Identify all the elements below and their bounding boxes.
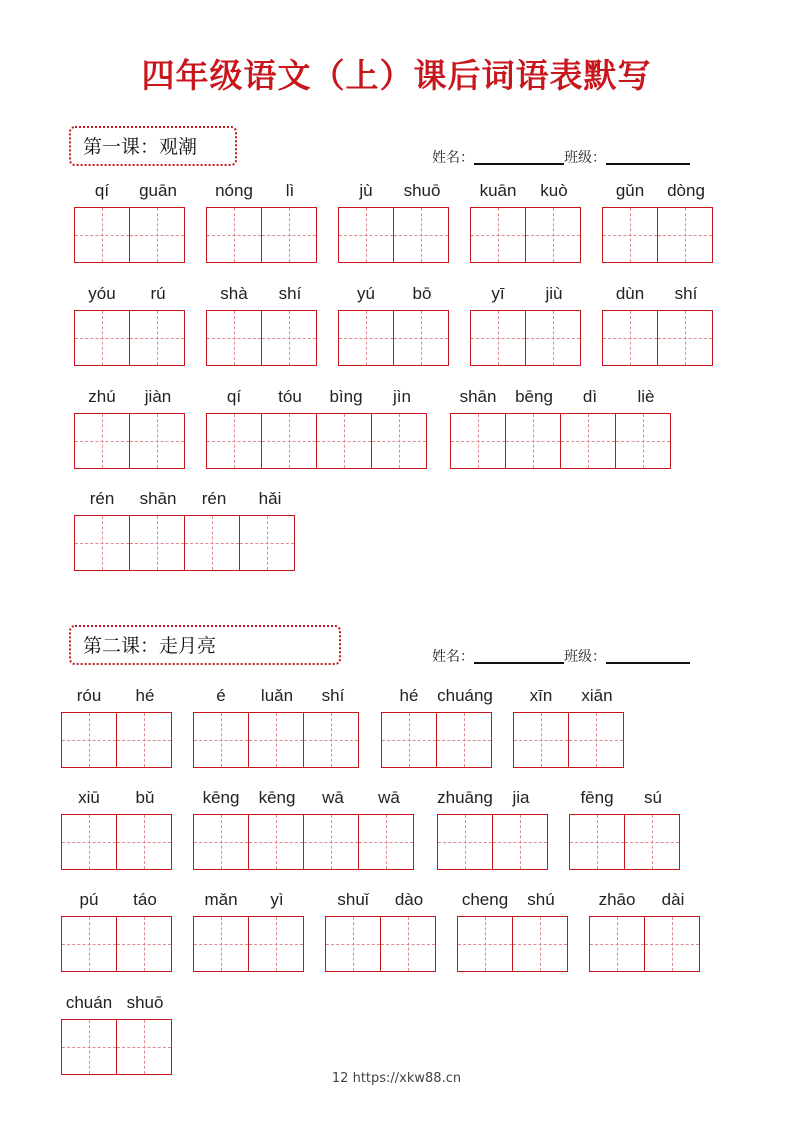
pinyin-label: shà — [220, 284, 248, 303]
pinyin-label: fēng — [580, 788, 614, 807]
writing-cell[interactable] — [61, 916, 117, 972]
word-item — [437, 788, 549, 870]
word-item — [470, 181, 582, 263]
pinyin-row — [602, 284, 714, 310]
class-label: 班级： — [564, 649, 606, 665]
pinyin-label: bō — [412, 284, 432, 303]
pinyin-label: yì — [270, 890, 284, 909]
pinyin-row — [61, 993, 173, 1019]
pinyin-label: shān — [139, 489, 177, 508]
writing-cell[interactable] — [512, 916, 568, 972]
pinyin-label: dòng — [667, 181, 705, 200]
pinyin-label: róu — [76, 686, 102, 705]
writing-cell[interactable] — [381, 712, 437, 768]
writing-cell[interactable] — [248, 916, 304, 972]
tianzige-cells — [193, 814, 417, 870]
class-blank[interactable] — [606, 149, 690, 165]
pinyin-row — [569, 788, 681, 814]
writing-cell[interactable] — [303, 712, 359, 768]
tianzige-cells — [589, 916, 701, 972]
writing-cell[interactable] — [129, 207, 185, 263]
pinyin-row — [325, 890, 437, 916]
writing-cell[interactable] — [450, 413, 506, 469]
word-item — [338, 181, 450, 263]
pinyin-label: kuān — [479, 181, 517, 200]
name-label: 姓名： — [432, 150, 474, 166]
pinyin-label: rén — [201, 489, 227, 508]
pinyin-label: dài — [661, 890, 685, 909]
pinyin-label: yī — [491, 284, 505, 303]
word-item — [450, 387, 674, 469]
pinyin-label: rén — [89, 489, 115, 508]
pinyin-row — [470, 181, 582, 207]
pinyin-label: xiān — [581, 686, 613, 705]
pinyin-row — [338, 181, 450, 207]
pinyin-label: lì — [285, 181, 295, 200]
pinyin-label: rú — [150, 284, 166, 303]
writing-cell[interactable] — [393, 310, 449, 366]
pinyin-label: wā — [378, 788, 400, 807]
pinyin-row — [470, 284, 582, 310]
word-item — [206, 181, 318, 263]
writing-cell[interactable] — [525, 207, 581, 263]
writing-cell[interactable] — [193, 814, 249, 870]
writing-cell[interactable] — [644, 916, 700, 972]
writing-cell[interactable] — [184, 515, 240, 571]
writing-cell[interactable] — [325, 916, 381, 972]
pinyin-label: dào — [394, 890, 424, 909]
pinyin-label: kēng — [202, 788, 240, 807]
pinyin-row — [193, 890, 305, 916]
pinyin-row — [74, 387, 186, 413]
pinyin-label: shuō — [403, 181, 441, 200]
writing-cell[interactable] — [513, 712, 569, 768]
writing-cell[interactable] — [129, 413, 185, 469]
pinyin-label: pú — [79, 890, 99, 909]
word-item — [193, 788, 417, 870]
tianzige-cells — [470, 310, 582, 366]
tianzige-cells — [61, 712, 173, 768]
word-item — [325, 890, 437, 972]
word-item — [61, 686, 173, 768]
page-title: 四年级语文（上）课后词语表默写 — [141, 56, 652, 95]
pinyin-label: bìng — [329, 387, 363, 406]
pinyin-row — [74, 489, 298, 515]
pinyin-label: yóu — [88, 284, 116, 303]
tianzige-cells — [206, 207, 318, 263]
writing-cell[interactable] — [74, 310, 130, 366]
pinyin-label: qí — [226, 387, 242, 406]
writing-cell[interactable] — [116, 712, 172, 768]
lesson-1-heading: 第一课：观潮 — [69, 126, 237, 166]
pinyin-row — [589, 890, 701, 916]
name-blank[interactable] — [474, 149, 564, 165]
tianzige-cells — [437, 814, 549, 870]
tianzige-cells — [457, 916, 569, 972]
writing-cell[interactable] — [380, 916, 436, 972]
pinyin-label: zhuāng — [437, 788, 493, 807]
pinyin-row — [602, 181, 714, 207]
pinyin-label: cheng — [461, 890, 509, 909]
pinyin-label: liè — [637, 387, 655, 406]
pinyin-row — [74, 181, 186, 207]
tianzige-cells — [74, 207, 186, 263]
writing-cell[interactable] — [436, 712, 492, 768]
writing-cell[interactable] — [61, 712, 117, 768]
writing-cell[interactable] — [74, 207, 130, 263]
writing-cell[interactable] — [568, 712, 624, 768]
pinyin-label: hǎi — [258, 489, 282, 508]
writing-cell[interactable] — [338, 310, 394, 366]
writing-cell[interactable] — [206, 310, 262, 366]
pinyin-label: sú — [644, 788, 662, 807]
pinyin-label: gǔn — [615, 181, 645, 200]
word-item — [338, 284, 450, 366]
pinyin-row — [457, 890, 569, 916]
writing-cell[interactable] — [261, 207, 317, 263]
pinyin-label: jù — [359, 181, 373, 200]
writing-cell[interactable] — [492, 814, 548, 870]
tianzige-cells — [193, 916, 305, 972]
word-item — [513, 686, 625, 768]
word-item — [61, 890, 173, 972]
pinyin-label: shí — [674, 284, 698, 303]
tianzige-cells — [470, 207, 582, 263]
pinyin-row — [450, 387, 674, 413]
tianzige-cells — [193, 712, 361, 768]
writing-cell[interactable] — [437, 814, 493, 870]
writing-cell[interactable] — [74, 515, 130, 571]
pinyin-label: shuō — [126, 993, 164, 1012]
writing-cell[interactable] — [261, 310, 317, 366]
name-label: 姓名： — [432, 649, 474, 665]
writing-cell[interactable] — [470, 207, 526, 263]
tianzige-cells — [206, 413, 430, 469]
pinyin-label: chuáng — [437, 686, 493, 705]
tianzige-cells — [602, 310, 714, 366]
writing-cell[interactable] — [657, 310, 713, 366]
writing-cell[interactable] — [457, 916, 513, 972]
pinyin-label: bǔ — [135, 788, 155, 807]
tianzige-cells — [450, 413, 674, 469]
pinyin-label: é — [216, 686, 226, 705]
pinyin-row — [74, 284, 186, 310]
pinyin-label: kēng — [258, 788, 296, 807]
writing-cell[interactable] — [470, 310, 526, 366]
pinyin-label: dì — [582, 387, 598, 406]
word-item — [74, 387, 186, 469]
writing-cell[interactable] — [657, 207, 713, 263]
word-item — [602, 181, 714, 263]
writing-cell[interactable] — [248, 814, 304, 870]
writing-cell[interactable] — [505, 413, 561, 469]
pinyin-label: xiū — [78, 788, 100, 807]
writing-cell[interactable] — [602, 310, 658, 366]
word-item — [61, 788, 173, 870]
writing-cell[interactable] — [116, 916, 172, 972]
pinyin-label: xīn — [529, 686, 553, 705]
pinyin-label: bēng — [515, 387, 553, 406]
pinyin-label: jia — [512, 788, 530, 807]
tianzige-cells — [61, 916, 173, 972]
writing-cell[interactable] — [61, 1019, 117, 1075]
page-footer: 12 https://xkw88.cn — [331, 1071, 462, 1086]
writing-cell[interactable] — [193, 712, 249, 768]
tianzige-cells — [569, 814, 681, 870]
pinyin-label: chuán — [65, 993, 113, 1012]
writing-cell[interactable] — [61, 814, 117, 870]
pinyin-label: shú — [527, 890, 555, 909]
writing-cell[interactable] — [248, 712, 304, 768]
pinyin-row — [61, 686, 173, 712]
pinyin-label: dùn — [615, 284, 645, 303]
word-item — [74, 181, 186, 263]
tianzige-cells — [513, 712, 625, 768]
tianzige-cells — [74, 413, 186, 469]
pinyin-label: zhāo — [598, 890, 636, 909]
class-label: 班级： — [564, 150, 606, 166]
writing-cell[interactable] — [74, 413, 130, 469]
writing-cell[interactable] — [261, 413, 317, 469]
word-item — [457, 890, 569, 972]
pinyin-row — [437, 788, 549, 814]
pinyin-row — [206, 284, 318, 310]
pinyin-label: shān — [459, 387, 497, 406]
writing-cell[interactable] — [624, 814, 680, 870]
pinyin-row — [206, 181, 318, 207]
writing-cell[interactable] — [129, 310, 185, 366]
pinyin-row — [193, 686, 361, 712]
pinyin-label: wā — [322, 788, 344, 807]
lesson-2-heading: 第二课：走月亮 — [69, 625, 341, 665]
pinyin-row — [61, 890, 173, 916]
pinyin-label: qí — [94, 181, 110, 200]
writing-cell[interactable] — [589, 916, 645, 972]
pinyin-label: jìn — [393, 387, 411, 406]
writing-cell[interactable] — [206, 207, 262, 263]
pinyin-label: shí — [321, 686, 345, 705]
writing-cell[interactable] — [393, 207, 449, 263]
tianzige-cells — [206, 310, 318, 366]
writing-cell[interactable] — [358, 814, 414, 870]
tianzige-cells — [325, 916, 437, 972]
tianzige-cells — [61, 1019, 173, 1075]
word-item — [61, 993, 173, 1075]
word-item — [589, 890, 701, 972]
lesson-2-student-info — [432, 646, 690, 666]
pinyin-label: jiù — [545, 284, 563, 303]
writing-cell[interactable] — [239, 515, 295, 571]
tianzige-cells — [338, 310, 450, 366]
pinyin-label: jiàn — [144, 387, 172, 406]
word-item — [569, 788, 681, 870]
pinyin-row — [513, 686, 625, 712]
pinyin-row — [381, 686, 493, 712]
writing-cell[interactable] — [569, 814, 625, 870]
word-item — [193, 890, 305, 972]
pinyin-label: yú — [357, 284, 375, 303]
writing-cell[interactable] — [316, 413, 372, 469]
writing-cell[interactable] — [525, 310, 581, 366]
pinyin-label: kuò — [540, 181, 568, 200]
pinyin-label: tóu — [278, 387, 302, 406]
writing-cell[interactable] — [560, 413, 616, 469]
pinyin-label: shí — [278, 284, 302, 303]
pinyin-label: nóng — [215, 181, 253, 200]
writing-cell[interactable] — [116, 814, 172, 870]
tianzige-cells — [338, 207, 450, 263]
writing-cell[interactable] — [206, 413, 262, 469]
pinyin-label: zhú — [88, 387, 116, 406]
name-blank[interactable] — [474, 648, 564, 664]
writing-cell[interactable] — [116, 1019, 172, 1075]
writing-cell[interactable] — [371, 413, 427, 469]
word-item — [602, 284, 714, 366]
word-item — [381, 686, 493, 768]
pinyin-label: luǎn — [260, 686, 294, 705]
writing-cell[interactable] — [129, 515, 185, 571]
pinyin-label: shuǐ — [337, 890, 369, 909]
word-item — [193, 686, 361, 768]
writing-cell[interactable] — [602, 207, 658, 263]
pinyin-row — [206, 387, 430, 413]
pinyin-row — [61, 788, 173, 814]
tianzige-cells — [74, 310, 186, 366]
class-blank[interactable] — [606, 648, 690, 664]
tianzige-cells — [381, 712, 493, 768]
word-item — [206, 284, 318, 366]
pinyin-label: mǎn — [204, 890, 238, 909]
word-item — [206, 387, 430, 469]
writing-cell[interactable] — [615, 413, 671, 469]
pinyin-row — [193, 788, 417, 814]
writing-cell[interactable] — [193, 916, 249, 972]
word-item — [74, 284, 186, 366]
word-item — [74, 489, 298, 571]
pinyin-label: guān — [139, 181, 177, 200]
tianzige-cells — [74, 515, 298, 571]
pinyin-label: hé — [399, 686, 419, 705]
lesson-1-student-info — [432, 147, 690, 167]
pinyin-row — [338, 284, 450, 310]
word-item — [470, 284, 582, 366]
pinyin-label: táo — [133, 890, 157, 909]
tianzige-cells — [61, 814, 173, 870]
writing-cell[interactable] — [303, 814, 359, 870]
pinyin-label: hé — [135, 686, 155, 705]
tianzige-cells — [602, 207, 714, 263]
writing-cell[interactable] — [338, 207, 394, 263]
